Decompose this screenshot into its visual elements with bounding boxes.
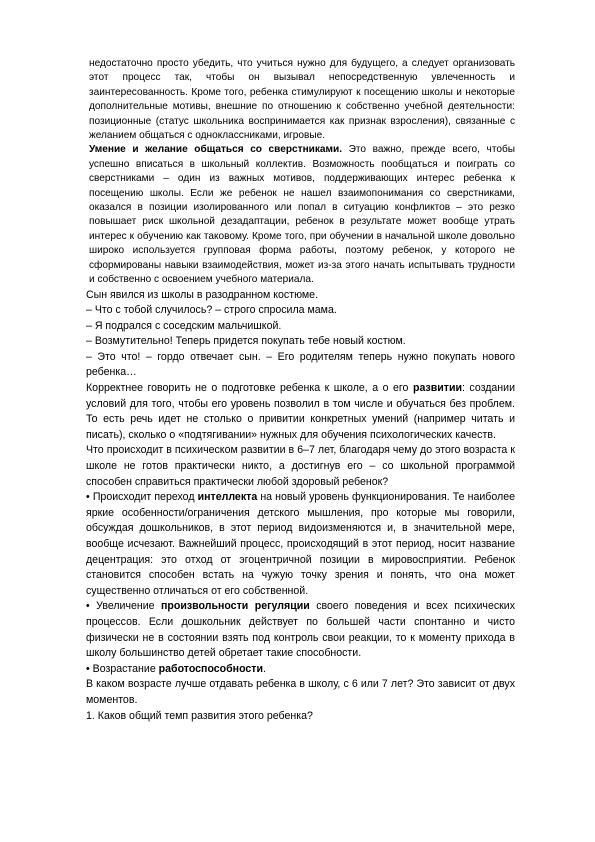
bullet-regulation-text-b: своего поведения и всех психических процессов. Если дошкольник действует по большей части спонтанно и чисто физически не в состоянии взять под контроль свои реакции, то к моменту прихода в школу большинство детей обретает такие способности.	[86, 600, 515, 660]
term-workcapacity: работоспособности	[158, 662, 264, 675]
heading-communication: Умение и желание общаться со сверстниками.	[89, 144, 343, 156]
story-line-4: – Это что! – гордо отвечает сын. – Его родителям теперь нужно покупать нового ребенка…	[86, 350, 515, 379]
paragraph-motives	[86, 57, 515, 143]
paragraph-question-1: 1. Каков общий темп развития этого ребенка?	[86, 709, 313, 722]
story-line-2: – Я подрался с соседским мальчишкой.	[86, 319, 282, 332]
bullet-intellect-text-b: на новый уровень функционирования. Те наиболее яркие особенности/ограничения детского мышления, про которые мы говорили, обсуждая дошкольников, в этот период видоизменяются и, в значительной мере, вообще исчезают. Важнейший процесс, происходящий в этот период, носит название децентрация: это отход от эгоцентричной позиции в мировосприятии. Ребенок становится способен встать на чужую точку зрения и понять, что она может существенно отличаться от его собственной.	[86, 491, 515, 597]
text-column	[86, 57, 515, 724]
bullet-intellect-text-a: • Происходит переход	[86, 491, 198, 504]
bullet-workcapacity-text-b: .	[263, 662, 266, 675]
bullet-regulation-text-a: • Увеличение	[86, 600, 162, 613]
paragraph-communication	[86, 143, 515, 287]
term-regulation: произвольности регуляции	[161, 600, 310, 613]
bullet-workcapacity-text-a: • Возрастание	[86, 662, 159, 675]
paragraph-school-age: В каком возрасте лучше отдавать ребенка в школу, с 6 или 7 лет? Это зависит от двух моментов.	[86, 678, 515, 706]
bullet-regulation	[86, 599, 515, 661]
paragraph-communication-text: Это важно, прежде всего, чтобы успешно вписаться в школьный коллектив. Возможность пообщаться и поиграть со сверстниками – один из важных мотивов, поддерживающих интерес ребенка к посещению школы. Если же ребенок не нашел взаимопонимания со сверстниками, оказался в позиции изолированного или попал в ситуацию конфликтов – это резко повышает риск школьной дезадаптации, ребенок в результате может вообще утрать интерес к обучению как таковому. Кроме того, при обучении в начальной школе довольно широко используется групповая форма работы, поэтому ребенок, у которого не сформированы навыки взаимодействия, может из-за этого начать испытывать трудности и собственно с освоением учебного материала.	[89, 144, 515, 286]
story-line-3: – Возмутительно! Теперь придется покупать тебе новый костюм.	[86, 335, 406, 348]
story-intro: Сын явился из школы в разодранном костюме.	[86, 288, 319, 301]
paragraph-motives-text: недостаточно просто убедить, что учиться нужно для будущего, а следует организовать этот процесс так, чтобы он вызывал непосредственную увлеченность и заинтересованность. Кроме того, ребенка стимулируют к посещению школы и некоторые дополнительные мотивы, внешние по отношению к собственно учебной деятельности: позиционные (статус школьника воспринимается как признак взросления), связанные с желанием общаться с одноклассниками, игровые.	[89, 58, 515, 142]
story-line-1: – Что с тобой случилось? – строго спросила мама.	[86, 304, 337, 317]
term-development: развитии	[412, 382, 462, 395]
paragraph-development-text-a: Корректнее говорить не о подготовке ребенка к школе, а о его	[86, 382, 413, 395]
paragraph-age-question: Что происходит в психическом развитии в 6–7 лет, благодаря чему до этого возраста к школе не готов практически никто, а достигнув его – со школьной программой способен справиться практически любой здоровый ребенок?	[86, 444, 515, 488]
bullet-intellect	[86, 490, 515, 599]
paragraph-development	[86, 381, 515, 443]
paragraph-development-text-b: : создании условий для того, чтобы его уровень позволил в том числе и обучаться без проблем. То есть речь идет не столько о привитии конкретных умений (например читать и писать), сколько о «подтягивании» нужных для обучения психологических качеств.	[86, 382, 515, 441]
term-intellect: интеллекта	[197, 491, 258, 504]
bullet-workcapacity	[86, 662, 515, 678]
